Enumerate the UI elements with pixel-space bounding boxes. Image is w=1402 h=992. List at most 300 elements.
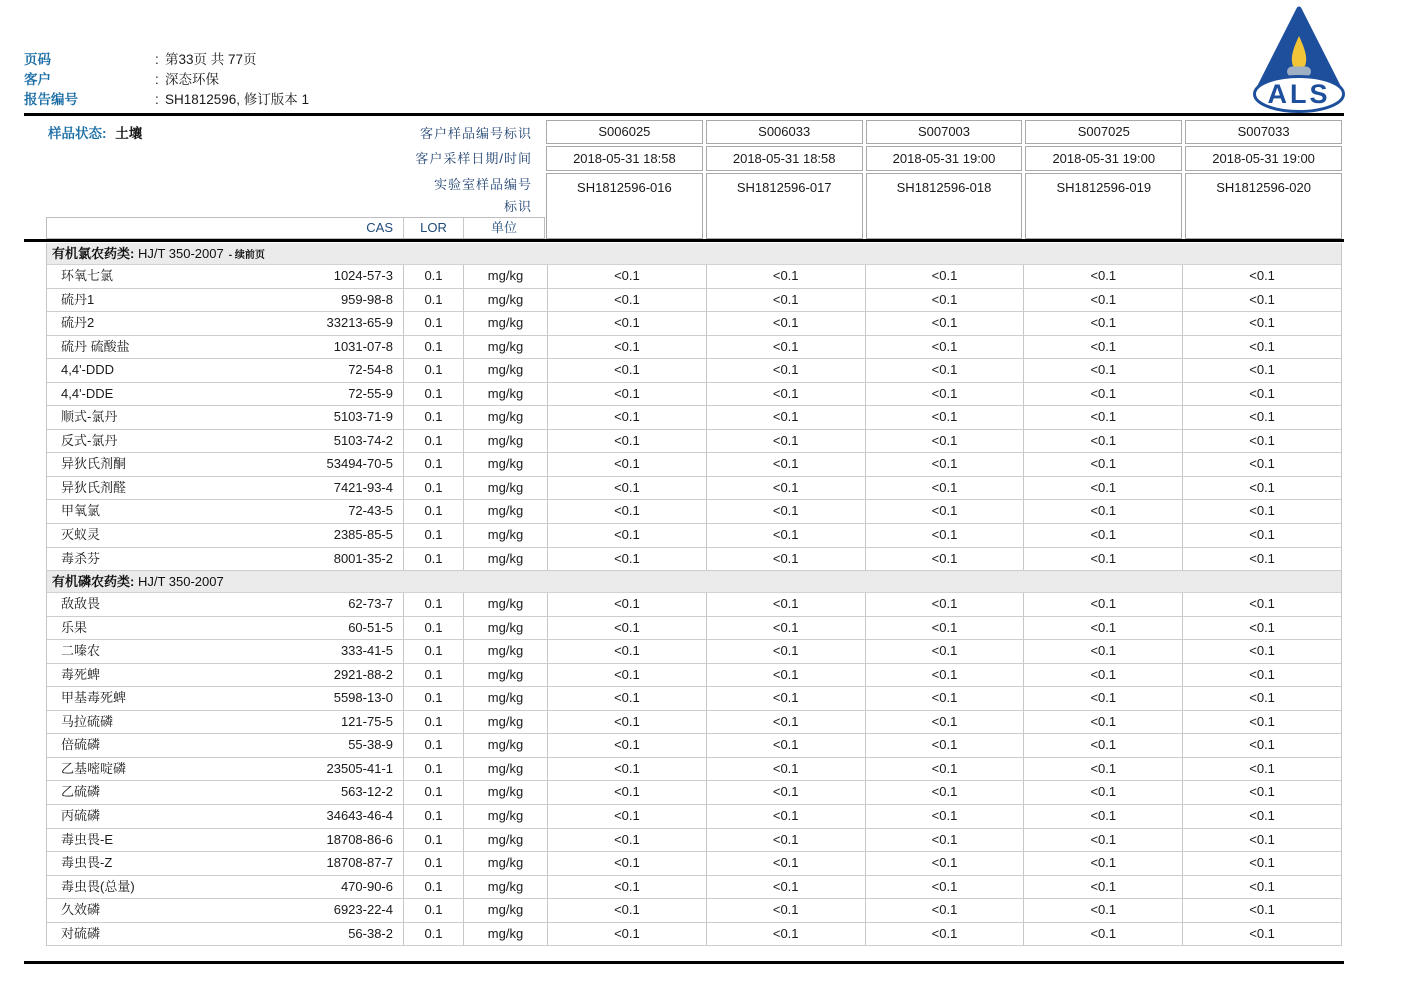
analyte-name-cell <box>47 829 404 852</box>
colon-separator: : <box>155 92 159 107</box>
cas-number: 56-38-2 <box>348 925 393 941</box>
result-value: <0.1 <box>866 805 1025 828</box>
result-value: <0.1 <box>1024 899 1183 922</box>
analyte-name-cell <box>47 781 404 804</box>
result-value: <0.1 <box>1249 737 1275 753</box>
analyte-name-cell <box>47 758 404 781</box>
result-value: <0.1 <box>1249 713 1275 729</box>
analyte-name-cell <box>47 289 404 312</box>
result-value: <0.1 <box>1024 805 1183 828</box>
analyte-name: 甲基毒死蜱 <box>61 690 127 706</box>
unit-value: mg/kg <box>464 711 548 734</box>
result-value: <0.1 <box>866 312 1025 335</box>
result-value: <0.1 <box>707 548 866 571</box>
result-value: <0.1 <box>548 500 707 523</box>
unit-value: mg/kg <box>464 687 548 710</box>
meta-row-page <box>24 50 309 70</box>
result-value: <0.1 <box>548 664 707 687</box>
report-meta <box>24 50 309 110</box>
sample-datetime-cell: 2018-05-31 18:58 <box>546 146 703 171</box>
result-value: <0.1 <box>866 640 1025 663</box>
analyte-name: 4,4'-DDD <box>61 362 115 378</box>
analyte-name-cell <box>47 265 404 288</box>
analyte-row <box>47 593 1341 617</box>
result-value: <0.1 <box>548 524 707 547</box>
sample-datetime-cell: 2018-05-31 19:00 <box>866 146 1023 171</box>
cas-number: 5103-74-2 <box>333 432 393 448</box>
unit-value: mg/kg <box>464 617 548 640</box>
lor-value: 0.1 <box>404 359 464 382</box>
result-value: <0.1 <box>548 548 707 571</box>
client-label: 客户 <box>24 72 51 87</box>
lor-value: 0.1 <box>404 664 464 687</box>
result-value: <0.1 <box>548 265 707 288</box>
analyte-name-cell <box>47 453 404 476</box>
analyte-row <box>47 383 1341 407</box>
cas-number: 2385-85-5 <box>333 527 393 543</box>
analyte-name-cell <box>47 524 404 547</box>
analyte-name-cell <box>47 312 404 335</box>
analyte-row <box>47 430 1341 454</box>
result-value: <0.1 <box>1024 406 1183 429</box>
client-value: 深态环保 <box>165 72 219 87</box>
unit-value: mg/kg <box>464 289 548 312</box>
result-value: <0.1 <box>707 406 866 429</box>
result-value: <0.1 <box>1249 338 1275 354</box>
analyte-row <box>47 805 1341 829</box>
result-value: <0.1 <box>548 805 707 828</box>
result-value: <0.1 <box>866 593 1025 616</box>
unit-value: mg/kg <box>464 477 548 500</box>
unit-value: mg/kg <box>464 593 548 616</box>
sample-datetime-cell: 2018-05-31 18:58 <box>706 146 863 171</box>
client-sample-id-cell: S006033 <box>706 120 863 144</box>
result-value: <0.1 <box>707 876 866 899</box>
sample-column <box>546 120 703 239</box>
analyte-name: 反式-氯丹 <box>61 432 118 448</box>
result-value: <0.1 <box>866 477 1025 500</box>
identifier-row-label: 标识 <box>503 199 532 214</box>
cas-number: 18708-87-7 <box>326 855 393 871</box>
result-value: <0.1 <box>866 524 1025 547</box>
analyte-row <box>47 265 1341 289</box>
result-value: <0.1 <box>1249 643 1275 659</box>
colon-separator: : <box>155 52 159 67</box>
lor-value: 0.1 <box>404 617 464 640</box>
cas-column-header: CAS <box>366 220 393 235</box>
result-value: <0.1 <box>548 359 707 382</box>
result-value: <0.1 <box>1249 855 1275 871</box>
analyte-name: 乙基嘧啶磷 <box>61 760 127 776</box>
analyte-row <box>47 312 1341 336</box>
result-value: <0.1 <box>1249 878 1275 894</box>
analyte-name: 久效磷 <box>61 902 101 918</box>
result-value: <0.1 <box>707 711 866 734</box>
analyte-name-cell <box>47 383 404 406</box>
result-value: <0.1 <box>1249 831 1275 847</box>
lab-sample-id-cell: SH1812596-016 <box>546 173 703 239</box>
als-logo <box>1251 6 1347 114</box>
result-value: <0.1 <box>866 548 1025 571</box>
result-value: <0.1 <box>1024 336 1183 359</box>
result-value: <0.1 <box>548 312 707 335</box>
result-value: <0.1 <box>866 781 1025 804</box>
result-value: <0.1 <box>548 687 707 710</box>
analyte-name-cell <box>47 711 404 734</box>
analyte-row <box>47 500 1341 524</box>
header-divider <box>24 239 1344 242</box>
lor-value: 0.1 <box>404 805 464 828</box>
result-value: <0.1 <box>707 477 866 500</box>
result-value: <0.1 <box>707 593 866 616</box>
unit-value: mg/kg <box>464 453 548 476</box>
analyte-name: 毒杀芬 <box>61 550 101 566</box>
result-value: <0.1 <box>707 453 866 476</box>
result-value: <0.1 <box>1249 503 1275 519</box>
analyte-name-cell <box>47 406 404 429</box>
analyte-name-cell <box>47 640 404 663</box>
result-value: <0.1 <box>866 711 1025 734</box>
result-value: <0.1 <box>1249 362 1275 378</box>
lor-value: 0.1 <box>404 758 464 781</box>
client-sample-id-row-label: 客户样品编号标识 <box>419 126 532 141</box>
lor-value: 0.1 <box>404 734 464 757</box>
analyte-name: 马拉硫磷 <box>61 713 114 729</box>
section-header <box>47 571 1341 593</box>
result-value: <0.1 <box>707 664 866 687</box>
logo-text: ALS <box>1267 79 1331 109</box>
result-value: <0.1 <box>866 406 1025 429</box>
result-value: <0.1 <box>548 593 707 616</box>
result-value: <0.1 <box>548 430 707 453</box>
result-value: <0.1 <box>866 430 1025 453</box>
result-value: <0.1 <box>1024 453 1183 476</box>
result-value: <0.1 <box>1024 640 1183 663</box>
sample-column <box>1025 120 1182 239</box>
client-sample-id-cell: S007003 <box>866 120 1023 144</box>
lor-value: 0.1 <box>404 430 464 453</box>
analyte-name-cell <box>47 899 404 922</box>
analyte-name: 灭蚁灵 <box>61 527 101 543</box>
result-value: <0.1 <box>1024 664 1183 687</box>
cas-number: 959-98-8 <box>340 291 393 307</box>
unit-value: mg/kg <box>464 359 548 382</box>
result-value: <0.1 <box>707 265 866 288</box>
unit-value: mg/kg <box>464 923 548 946</box>
lor-value: 0.1 <box>404 336 464 359</box>
cas-number: 72-54-8 <box>348 362 393 378</box>
analyte-name-cell <box>47 593 404 616</box>
unit-value: mg/kg <box>464 500 548 523</box>
analyte-name-cell <box>47 617 404 640</box>
analyte-row <box>47 734 1341 758</box>
lor-value: 0.1 <box>404 383 464 406</box>
result-value: <0.1 <box>548 406 707 429</box>
lor-value: 0.1 <box>404 500 464 523</box>
cas-number: 55-38-9 <box>348 737 393 753</box>
result-value: <0.1 <box>1249 690 1275 706</box>
analyte-name: 乐果 <box>61 619 88 635</box>
result-value: <0.1 <box>1024 876 1183 899</box>
result-value: <0.1 <box>707 852 866 875</box>
result-value: <0.1 <box>548 289 707 312</box>
lor-value: 0.1 <box>404 852 464 875</box>
result-value: <0.1 <box>1024 829 1183 852</box>
result-value: <0.1 <box>707 336 866 359</box>
result-value: <0.1 <box>548 617 707 640</box>
result-value: <0.1 <box>866 758 1025 781</box>
lor-value: 0.1 <box>404 406 464 429</box>
result-value: <0.1 <box>707 383 866 406</box>
unit-value: mg/kg <box>464 640 548 663</box>
result-value: <0.1 <box>548 876 707 899</box>
page-number-value: 第33页 共 77页 <box>165 52 257 67</box>
analyte-name-cell <box>47 359 404 382</box>
result-value: <0.1 <box>1249 432 1275 448</box>
colon-separator: : <box>155 72 159 87</box>
cas-number: 1024-57-3 <box>333 268 393 283</box>
result-value: <0.1 <box>1024 477 1183 500</box>
analyte-row <box>47 758 1341 782</box>
unit-value: mg/kg <box>464 805 548 828</box>
result-value: <0.1 <box>1249 385 1275 401</box>
result-value: <0.1 <box>707 289 866 312</box>
sample-columns <box>546 120 1342 239</box>
result-value: <0.1 <box>707 617 866 640</box>
analyte-row <box>47 899 1341 923</box>
result-value: <0.1 <box>1249 268 1275 283</box>
cas-number: 62-73-7 <box>348 596 393 612</box>
result-value: <0.1 <box>1024 781 1183 804</box>
lor-value: 0.1 <box>404 711 464 734</box>
cas-number: 72-55-9 <box>348 385 393 401</box>
unit-column-header: 单位 <box>463 218 544 238</box>
analyte-name: 硫丹 硫酸盐 <box>61 338 130 354</box>
result-value: <0.1 <box>866 617 1025 640</box>
result-value: <0.1 <box>866 664 1025 687</box>
analyte-row <box>47 687 1341 711</box>
client-sample-id-cell: S007033 <box>1185 120 1342 144</box>
analyte-name-cell <box>47 548 404 571</box>
analyte-row <box>47 923 1341 947</box>
result-value: <0.1 <box>866 336 1025 359</box>
result-value: <0.1 <box>548 923 707 946</box>
cas-number: 470-90-6 <box>340 878 393 894</box>
meta-row-report-number <box>24 90 309 110</box>
result-value: <0.1 <box>1249 479 1275 495</box>
analyte-name: 毒死蜱 <box>61 666 101 682</box>
result-value: <0.1 <box>548 758 707 781</box>
result-value: <0.1 <box>707 640 866 663</box>
result-value: <0.1 <box>866 265 1025 288</box>
result-value: <0.1 <box>707 312 866 335</box>
result-value: <0.1 <box>1024 687 1183 710</box>
table-column-header <box>46 217 545 239</box>
result-value: <0.1 <box>866 289 1025 312</box>
result-value: <0.1 <box>1249 596 1275 612</box>
unit-value: mg/kg <box>464 758 548 781</box>
result-value: <0.1 <box>1024 312 1183 335</box>
analyte-name: 顺式-氯丹 <box>61 409 118 425</box>
results-table <box>46 243 1342 946</box>
unit-value: mg/kg <box>464 524 548 547</box>
result-value: <0.1 <box>866 923 1025 946</box>
lor-value: 0.1 <box>404 477 464 500</box>
lab-sample-id-cell: SH1812596-019 <box>1025 173 1182 239</box>
result-value: <0.1 <box>1024 548 1183 571</box>
cas-number: 5103-71-9 <box>333 409 393 425</box>
section-suffix: - 续前页 <box>228 250 265 261</box>
lor-value: 0.1 <box>404 687 464 710</box>
unit-value: mg/kg <box>464 852 548 875</box>
result-value: <0.1 <box>1249 315 1275 331</box>
analyte-name: 异狄氏剂酮 <box>61 456 127 472</box>
unit-value: mg/kg <box>464 430 548 453</box>
analyte-name: 硫丹2 <box>61 315 95 331</box>
lor-value: 0.1 <box>404 923 464 946</box>
result-value: <0.1 <box>1024 289 1183 312</box>
analyte-name: 二嗪农 <box>61 643 101 659</box>
result-value: <0.1 <box>548 852 707 875</box>
analyte-name: 异狄氏剂醛 <box>61 479 127 495</box>
result-value: <0.1 <box>707 923 866 946</box>
unit-value: mg/kg <box>464 781 548 804</box>
unit-value: mg/kg <box>464 876 548 899</box>
sample-status-label: 样品状态: <box>48 126 107 141</box>
sampling-datetime-row-label: 客户采样日期/时间 <box>415 151 532 166</box>
result-value: <0.1 <box>1024 430 1183 453</box>
analyte-row <box>47 524 1341 548</box>
analyte-name: 对硫磷 <box>61 925 101 941</box>
result-value: <0.1 <box>707 734 866 757</box>
result-value: <0.1 <box>1024 711 1183 734</box>
lor-value: 0.1 <box>404 781 464 804</box>
analyte-row <box>47 829 1341 853</box>
lor-value: 0.1 <box>404 593 464 616</box>
unit-value: mg/kg <box>464 829 548 852</box>
result-value: <0.1 <box>1024 359 1183 382</box>
cas-number: 7421-93-4 <box>333 479 393 495</box>
page-number-label: 页码 <box>24 52 51 67</box>
analyte-row <box>47 548 1341 572</box>
result-value: <0.1 <box>1249 808 1275 824</box>
analyte-row <box>47 852 1341 876</box>
result-value: <0.1 <box>707 781 866 804</box>
lor-value: 0.1 <box>404 524 464 547</box>
cas-number: 8001-35-2 <box>333 550 393 566</box>
report-number-value: SH1812596, 修订版本 1 <box>165 92 310 107</box>
analyte-row <box>47 336 1341 360</box>
analyte-name-cell <box>47 852 404 875</box>
unit-value: mg/kg <box>464 336 548 359</box>
result-value: <0.1 <box>548 711 707 734</box>
unit-value: mg/kg <box>464 734 548 757</box>
analyte-name-cell <box>47 923 404 946</box>
result-value: <0.1 <box>866 876 1025 899</box>
result-value: <0.1 <box>1249 760 1275 776</box>
unit-value: mg/kg <box>464 383 548 406</box>
cas-number: 5598-13-0 <box>333 690 393 706</box>
result-value: <0.1 <box>1024 383 1183 406</box>
analyte-row <box>47 781 1341 805</box>
sample-column <box>1185 120 1342 239</box>
cas-number: 34643-46-4 <box>326 808 393 824</box>
analyte-name: 毒虫畏-E <box>61 831 114 847</box>
result-value: <0.1 <box>1249 527 1275 543</box>
result-value: <0.1 <box>707 430 866 453</box>
section-standard: HJ/T 350-2007 <box>134 574 224 590</box>
analyte-row <box>47 640 1341 664</box>
meta-row-client <box>24 70 309 90</box>
result-value: <0.1 <box>866 829 1025 852</box>
lab-sample-id-row-label: 实验室样品编号 <box>433 177 532 192</box>
cas-number: 53494-70-5 <box>326 456 393 472</box>
lor-value: 0.1 <box>404 265 464 288</box>
cas-number: 18708-86-6 <box>326 831 393 847</box>
lor-value: 0.1 <box>404 453 464 476</box>
cas-number: 23505-41-1 <box>326 760 393 776</box>
analyte-name-cell <box>47 430 404 453</box>
lor-value: 0.1 <box>404 829 464 852</box>
top-divider <box>24 113 1344 116</box>
result-value: <0.1 <box>548 899 707 922</box>
analyte-name: 倍硫磷 <box>61 737 101 753</box>
result-value: <0.1 <box>1249 902 1275 918</box>
result-value: <0.1 <box>1249 619 1275 635</box>
sample-datetime-cell: 2018-05-31 19:00 <box>1185 146 1342 171</box>
result-value: <0.1 <box>548 477 707 500</box>
sample-column <box>866 120 1023 239</box>
analyte-name-cell <box>47 477 404 500</box>
result-value: <0.1 <box>1024 617 1183 640</box>
result-value: <0.1 <box>548 383 707 406</box>
result-value: <0.1 <box>707 687 866 710</box>
result-value: <0.1 <box>1249 925 1275 941</box>
result-value: <0.1 <box>866 453 1025 476</box>
analyte-name: 硫丹1 <box>61 291 95 307</box>
analyte-name: 毒虫畏(总量) <box>61 878 135 894</box>
result-value: <0.1 <box>1024 758 1183 781</box>
result-value: <0.1 <box>707 829 866 852</box>
result-value: <0.1 <box>1024 593 1183 616</box>
cas-number: 1031-07-8 <box>333 338 393 354</box>
analyte-row <box>47 876 1341 900</box>
section-title: 有机磷农药类: <box>52 574 135 590</box>
analyte-name-cell <box>47 687 404 710</box>
analyte-name: 敌敌畏 <box>61 596 101 612</box>
result-value: <0.1 <box>1249 456 1275 472</box>
als-logo-icon <box>1251 6 1347 114</box>
cas-number: 6923-22-4 <box>333 902 393 918</box>
result-value: <0.1 <box>1249 409 1275 425</box>
result-value: <0.1 <box>1024 500 1183 523</box>
lor-column-header: LOR <box>403 218 463 238</box>
lor-value: 0.1 <box>404 312 464 335</box>
result-value: <0.1 <box>1024 265 1183 288</box>
result-value: <0.1 <box>707 805 866 828</box>
unit-value: mg/kg <box>464 548 548 571</box>
unit-value: mg/kg <box>464 312 548 335</box>
result-value: <0.1 <box>1024 852 1183 875</box>
result-value: <0.1 <box>866 359 1025 382</box>
unit-value: mg/kg <box>464 899 548 922</box>
cas-number: 2921-88-2 <box>333 666 393 682</box>
unit-value: mg/kg <box>464 406 548 429</box>
result-value: <0.1 <box>866 852 1025 875</box>
cas-number: 33213-65-9 <box>326 315 393 331</box>
report-number-label: 报告编号 <box>24 92 78 107</box>
sample-status-value: 土壤 <box>115 126 143 141</box>
